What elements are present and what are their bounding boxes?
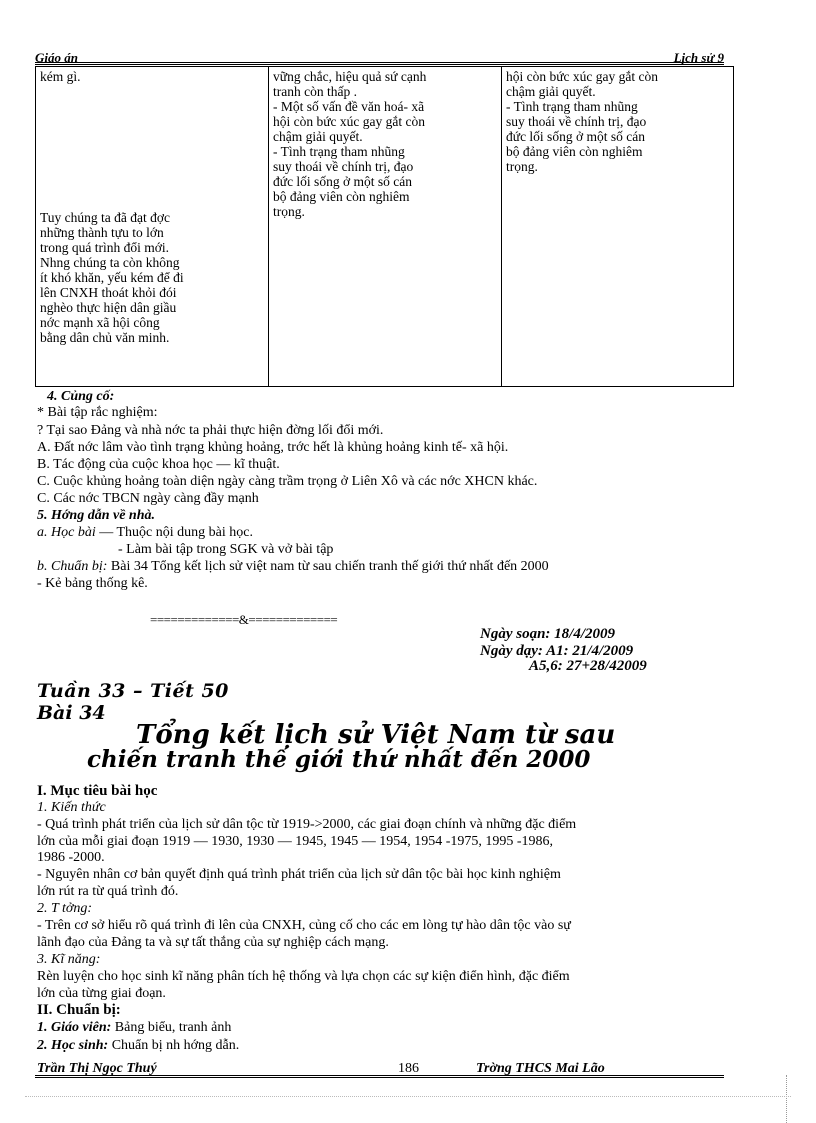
answer-c: C. Cuộc khủng hoảng toàn diện ngày càng trầm trọng ở Liên Xô và các nớc XHCN khác.	[37, 474, 538, 489]
kienthuc-line3: 1986 -2000.	[37, 850, 105, 865]
cungco-intro: * Bài tập rắc nghiệm:	[37, 405, 158, 420]
kinang-line1: Rèn luyện cho học sinh kĩ năng phân tích hệ thống và lựa chọn các sự kiện điển hình, đặc điểm	[37, 969, 570, 984]
kinang-line2: lớn của từng giai đoạn.	[37, 986, 166, 1001]
header-rule-2	[35, 64, 724, 65]
content-table	[35, 66, 734, 387]
footer-school: Trờng THCS Mai Lão	[476, 1061, 605, 1076]
huongdan-c: - Kẻ bảng thống kê.	[37, 576, 148, 591]
hocsinh-label: 2. Học sinh:	[37, 1038, 109, 1053]
kienthuc-line4: - Nguyên nhân cơ bản quyết định quá trình phát triển của lịch sử dân tộc bài học kinh nghiệm	[37, 867, 561, 882]
table-row	[36, 67, 734, 387]
chuanbi-giaovien	[37, 1020, 231, 1036]
chuanbi-hocsinh	[37, 1038, 239, 1054]
huongdan-a-label: a. Học bài	[37, 525, 96, 540]
huongdan-a2: - Làm bài tập trong SGK và vở bài tập	[118, 542, 334, 557]
header-rule	[35, 62, 724, 63]
giaovien-label: 1. Giáo viên:	[37, 1020, 112, 1035]
lesson-number: Bài 34	[37, 702, 106, 724]
tutuong-line2: lãnh đạo của Đảng ta và sự tất thắng của sự nghiệp cách mạng.	[37, 935, 389, 950]
kienthuc-line2: lớn của mỗi giai đoạn 1919 — 1930, 1930 — 1945, 1945 — 1954, 1954 -1975, 1995 -1986,	[37, 834, 554, 849]
huongdan-b	[37, 559, 549, 575]
lesson-title-line2: chiến tranh thế giới thứ nhất đến 2000	[87, 746, 591, 773]
footer-rule-2	[35, 1077, 724, 1078]
huongdan-b-text: Bài 34 Tổng kết lịch sử việt nam từ sau chiến tranh thế giới thứ nhất đến 2000	[107, 559, 549, 574]
date-day-2: A5,6: 27+28/42009	[529, 658, 647, 674]
footer-rule	[35, 1075, 724, 1076]
margin-guide	[786, 1075, 787, 1123]
huongdan-a-text: — Thuộc nội dung bài học.	[95, 525, 253, 540]
muctieu-kienthuc: 1. Kiến thức	[37, 800, 106, 815]
section-huongdan-heading: 5. Hớng dẫn về nhà.	[37, 508, 155, 523]
date-soan: Ngày soạn: 18/4/2009	[480, 626, 615, 642]
table-cell-col2: vững chắc, hiệu quả sứ cạnh tranh còn thấp . - Một số vấn đề văn hoá- xã hội còn bức xúc gay gắt còn chậm giải quyết. - Tình trạng tham nhũng suy thoái về chính trị, đạo đức lối sống ở một số cán bộ đảng viên còn nghiêm trọng.	[269, 67, 502, 387]
header-left: Giáo án	[35, 50, 78, 65]
col1-bottom-text: Tuy chúng ta đã đạt đợc những thành tựu to lớn trong quá trình đổi mới. Nhng chúng ta còn không ít khó khăn, yếu kém để đi lên CNXH thoát khỏi đói nghèo thực hiện dân giầu nớc mạnh xã hội công bằng dân chủ văn minh.	[40, 210, 184, 345]
hocsinh-text: Chuẩn bị nh hớng dẫn.	[108, 1038, 240, 1053]
col1-top-text: kém gì.	[40, 69, 81, 84]
date-day: Ngày dạy: A1: 21/4/2009	[480, 643, 634, 659]
page-bottom-guide	[25, 1096, 791, 1097]
answer-a: A. Đất nớc lâm vào tình trạng khủng hoảng, trớc hết là khủng hoảng kinh tế- xã hội.	[37, 440, 509, 455]
cungco-question: ? Tại sao Đảng và nhà nớc ta phải thực hiện đờng lối đổi mới.	[37, 423, 384, 438]
tutuong-line1: - Trên cơ sở hiểu rõ quá trình đi lên của CNXH, củng cố cho các em lòng tự hào dân tộc vào sự	[37, 918, 571, 933]
page-number: 186	[398, 1061, 419, 1076]
muctieu-tutuong: 2. T tởng:	[37, 901, 93, 916]
header-right: Lịch sử 9	[673, 50, 724, 65]
section-muctieu-heading: I. Mục tiêu bài học	[37, 783, 158, 799]
muctieu-kinang: 3. Kĩ năng:	[37, 952, 101, 967]
table-cell-col3: hội còn bức xúc gay gắt còn chậm giải quyết. - Tình trạng tham nhũng suy thoái về chính trị, đạo đức lối sống ở một số cán bộ đảng viên còn nghiêm trọng.	[502, 67, 734, 387]
kienthuc-line1: - Quá trình phát triển của lịch sử dân tộc từ 1919->2000, các giai đoạn chính và những đặc điểm	[37, 817, 577, 832]
section-cungco-heading: 4. Củng cố:	[47, 389, 115, 404]
lesson-week: Tuần 33 – Tiết 50	[37, 680, 229, 702]
table-cell-col1	[36, 67, 269, 387]
giaovien-text: Bảng biểu, tranh ảnh	[111, 1020, 232, 1035]
answer-d: C. Các nớc TBCN ngày càng đầy mạnh	[37, 491, 259, 506]
section-chuanbi-heading: II. Chuẩn bị:	[37, 1002, 121, 1018]
lesson-title-line1: Tổng kết lịch sử Việt Nam từ sau	[136, 720, 616, 750]
huongdan-a	[37, 525, 253, 541]
kienthuc-line5: lớn rút ra từ quá trình đó.	[37, 884, 179, 899]
footer-author: Trần Thị Ngọc Thuý	[37, 1061, 157, 1076]
huongdan-b-label: b. Chuẩn bị:	[37, 559, 108, 574]
answer-b: B. Tác động của cuộc khoa học — kĩ thuật.	[37, 457, 280, 472]
separator-line: =============&=============	[150, 612, 338, 627]
